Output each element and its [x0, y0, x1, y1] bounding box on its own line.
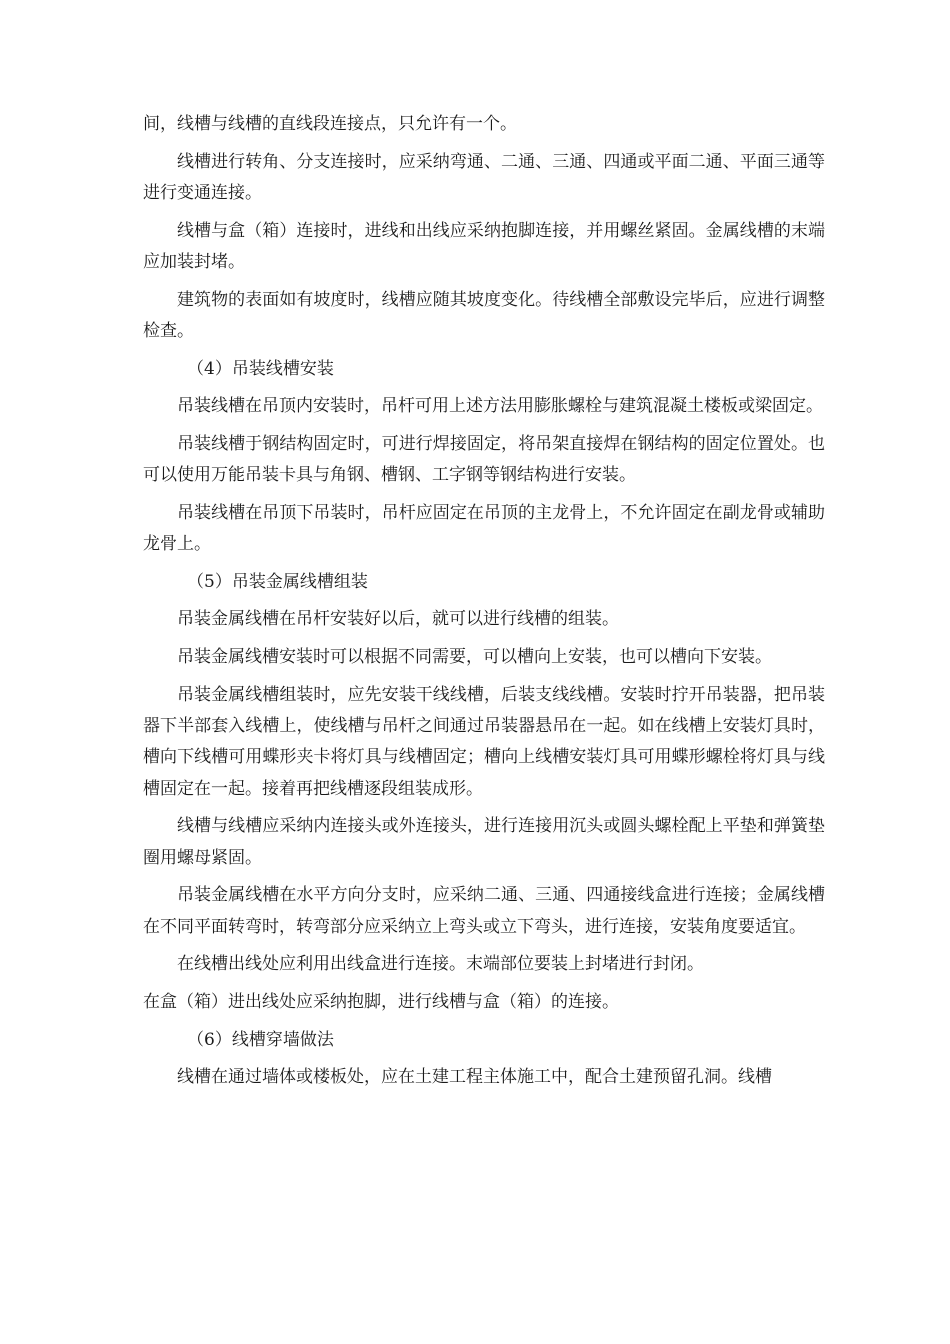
paragraph: 建筑物的表面如有坡度时，线槽应随其坡度变化。待线槽全部敷设完毕后，应进行调整检查。 — [143, 289, 825, 341]
section-heading: （5）吊装金属线槽组装 — [187, 571, 368, 592]
paragraph: 在盒（箱）进出线处应采纳抱脚，进行线槽与盒（箱）的连接。 — [143, 991, 619, 1012]
paragraph: 线槽与盒（箱）连接时，进线和出线应采纳抱脚连接，并用螺丝紧固。金属线槽的末端应加装封堵。 — [143, 220, 825, 272]
section-heading: （4）吊装线槽安装 — [187, 358, 334, 379]
paragraph: 在线槽出线处应利用出线盒进行连接。末端部位要装上封堵进行封闭。 — [177, 954, 704, 975]
paragraph: 线槽与线槽应采纳内连接头或外连接头，进行连接用沉头或圆头螺栓配上平垫和弹簧垫圈用螺母紧固。 — [143, 816, 825, 868]
section-heading: （6）线槽穿墙做法 — [187, 1029, 334, 1050]
paragraph: 吊装金属线槽组装时，应先安装干线线槽，后装支线线槽。安装时拧开吊装器，把吊装器下半部套入线槽上，使线槽与吊杆之间通过吊装器悬吊在一起。如在线槽上安装灯具时，槽向下线槽可用蝶形夹卡将灯具与线槽固定；槽向上线槽安装灯具可用蝶形螺栓将灯具与线槽固定在一起。接着再把线槽逐段组装成形。 — [143, 684, 825, 799]
paragraph: 吊装金属线槽在吊杆安装好以后，就可以进行线槽的组装。 — [177, 609, 619, 630]
paragraph: 吊装线槽于钢结构固定时，可进行焊接固定，将吊架直接焊在钢结构的固定位置处。也可以使用万能吊装卡具与角钢、槽钢、工字钢等钢结构进行安装。 — [143, 433, 825, 486]
paragraph: 吊装金属线槽安装时可以根据不同需要，可以槽向上安装，也可以槽向下安装。 — [177, 646, 772, 667]
paragraph: 线槽在通过墙体或楼板处，应在土建工程主体施工中，配合土建预留孔洞。线槽 — [177, 1067, 772, 1088]
paragraph: 吊装线槽在吊顶内安装时，吊杆可用上述方法用膨胀螺栓与建筑混凝土楼板或梁固定。 — [177, 396, 823, 417]
paragraph: 吊装金属线槽在水平方向分支时，应采纳二通、三通、四通接线盒进行连接；金属线槽在不同平面转弯时，转弯部分应采纳立上弯头或立下弯头，进行连接，安装角度要适宜。 — [143, 885, 825, 937]
paragraph: 线槽进行转角、分支连接时，应采纳弯通、二通、三通、四通或平面二通、平面三通等进行变通连接。 — [143, 151, 825, 203]
paragraph: 间，线槽与线槽的直线段连接点，只允许有一个。 — [143, 114, 517, 134]
document-body — [143, 109, 825, 1100]
paragraph: 吊装线槽在吊顶下吊装时，吊杆应固定在吊顶的主龙骨上，不允许固定在副龙骨或辅助龙骨上。 — [143, 502, 825, 555]
